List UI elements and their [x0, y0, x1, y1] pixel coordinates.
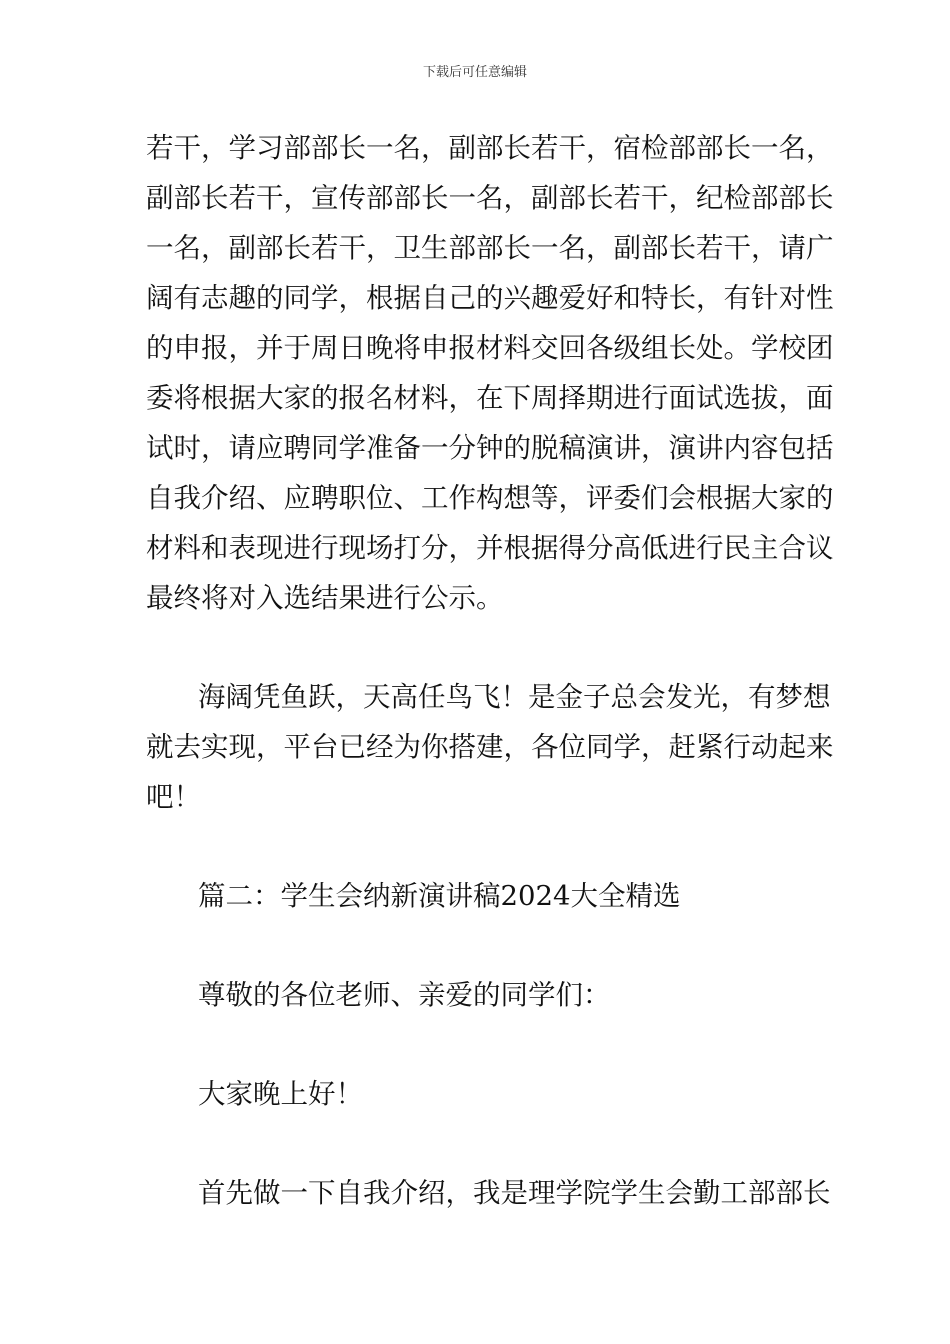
salutation: 尊敬的各位老师、亲爱的同学们：	[198, 979, 611, 1011]
text-line: 的申报，并于周日晚将申报材料交回各级组长处。学校团	[146, 332, 834, 364]
text-line: 海阔凭鱼跃，天高任鸟飞！是金子总会发光，有梦想	[198, 681, 831, 713]
text-line: 吧！	[146, 781, 201, 813]
text-line: 自我介绍、应聘职位、工作构想等，评委们会根据大家的	[146, 482, 834, 514]
text-line: 就去实现，平台已经为你搭建，各位同学，赶紧行动起来	[146, 731, 834, 763]
greeting: 大家晚上好！	[198, 1078, 363, 1110]
intro-line: 首先做一下自我介绍，我是理学院学生会勤工部部长	[198, 1177, 831, 1209]
page-header-note: 下载后可任意编辑	[422, 65, 527, 80]
text-line: 试时，请应聘同学准备一分钟的脱稿演讲，演讲内容包括	[146, 432, 834, 464]
text-line: 材料和表现进行现场打分，并根据得分高低进行民主合议	[146, 532, 834, 564]
text-line: 阔有志趣的同学，根据自己的兴趣爱好和特长，有针对性	[146, 282, 834, 314]
text-line: 副部长若干，宣传部部长一名，副部长若干，纪检部部长	[146, 182, 834, 214]
text-line: 委将根据大家的报名材料，在下周择期进行面试选拔，面	[146, 382, 834, 414]
text-line: 一名，副部长若干，卫生部部长一名，副部长若干，请广	[146, 232, 834, 264]
section-title: 篇二：学生会纳新演讲稿2024大全精选	[198, 880, 681, 912]
text-line: 最终将对入选结果进行公示。	[146, 582, 504, 614]
text-line: 若干，学习部部长一名，副部长若干，宿检部部长一名，	[146, 132, 834, 164]
